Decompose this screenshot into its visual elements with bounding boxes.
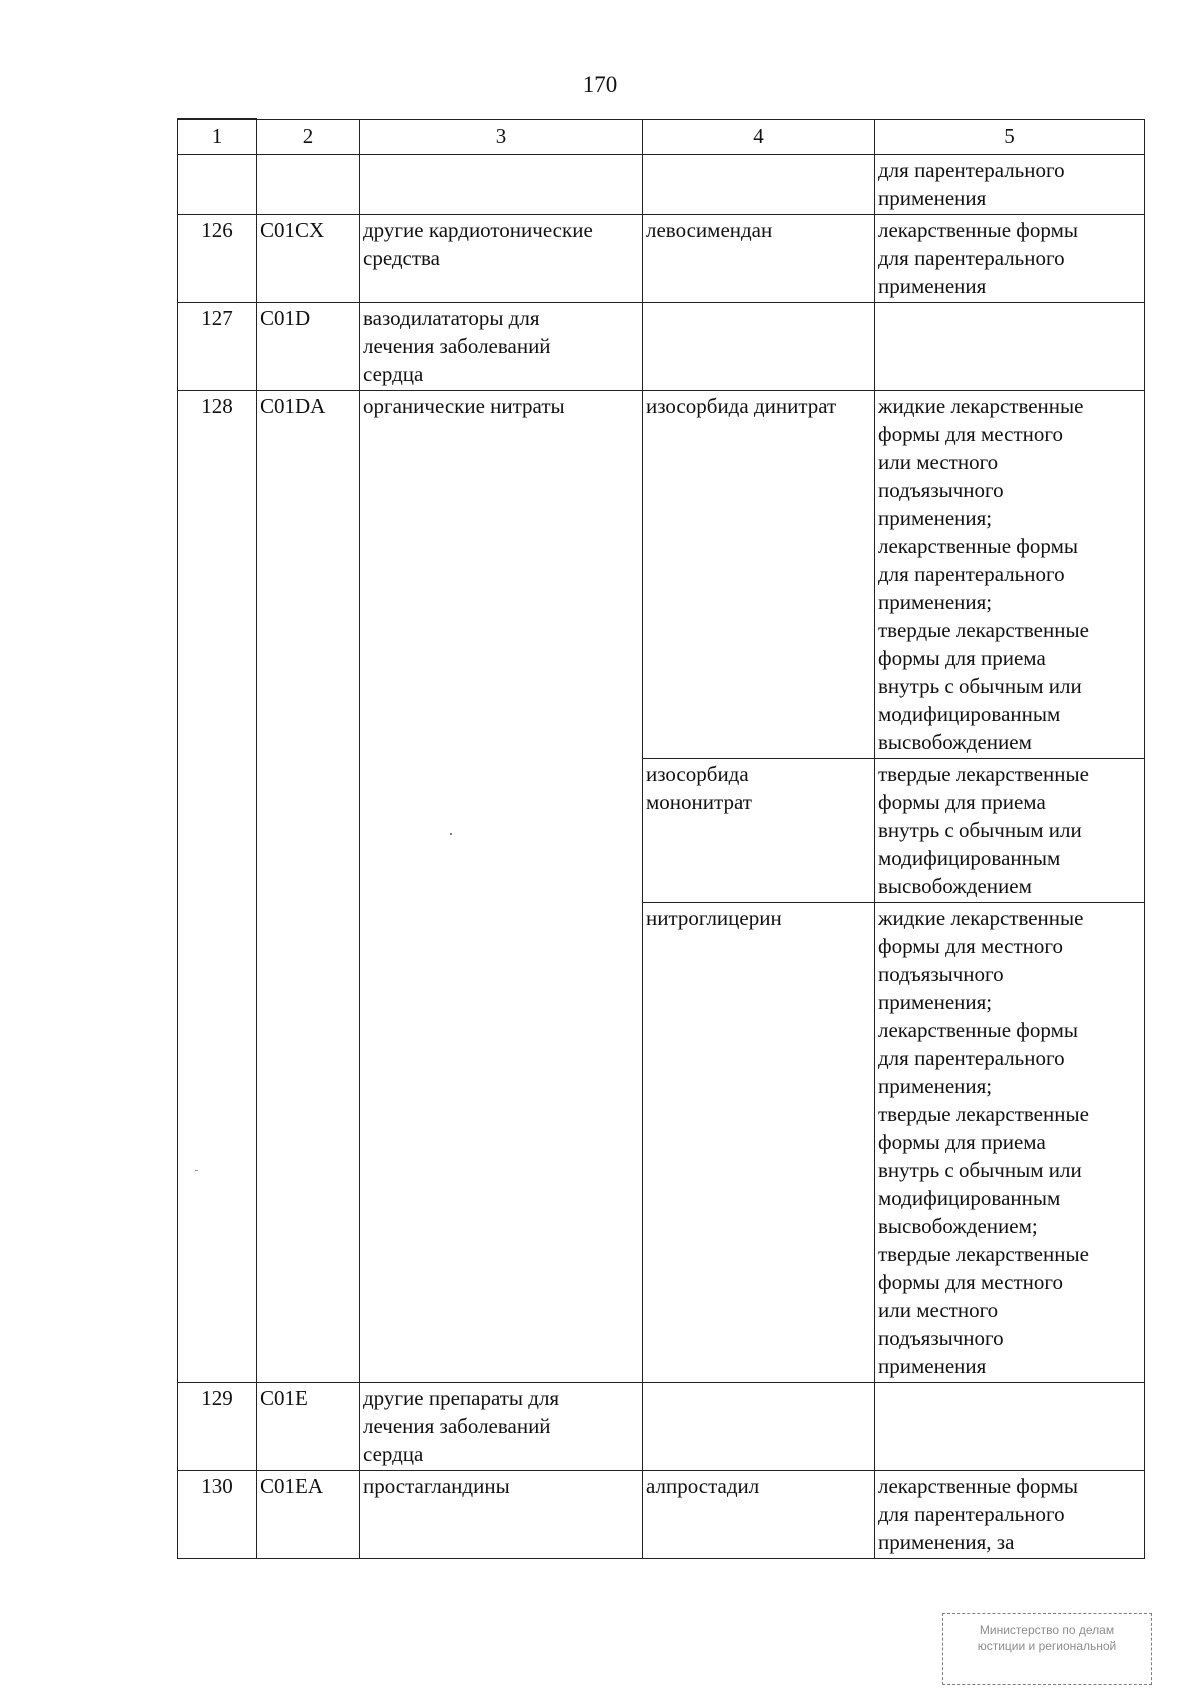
page-number: 170 [582,72,618,97]
stamp-line-2: юстиции и региональной [977,1639,1117,1653]
atc-group: вазодилататоры для лечения заболеваний сердца [360,303,643,391]
scan-edge-mark [195,1170,198,1171]
atc-group: органические нитраты [360,391,643,1383]
stamp-line-1: Министерство по делам [979,1623,1115,1637]
atc-group: другие препараты для лечения заболеваний сердца [360,1383,643,1471]
dosage-form: лекарственные формы для парентерального применения [875,215,1145,303]
drug-name: изосорбида динитрат [643,391,875,759]
table-row-129 [178,1383,1145,1471]
atc-group: другие кардиотонические средства [360,215,643,303]
atc-code: C01EA [257,1471,360,1559]
header-col-3: 3 [360,119,643,155]
header-col-5: 5 [875,119,1145,155]
table-row-continuation [178,155,1145,215]
drug-name [643,155,875,215]
atc-code [257,155,360,215]
drug-name: левосимендан [643,215,875,303]
header-col-1: 1 [178,119,257,155]
dosage-form: для парентерального применения [875,155,1145,215]
row-number: 130 [178,1471,257,1559]
drug-name: изосорбида мононитрат [643,759,875,903]
header-col-4: 4 [643,119,875,155]
registration-stamp [942,1613,1152,1685]
scan-speck [450,833,452,835]
row-number: 128 [178,391,257,1383]
dosage-form: твердые лекарственные формы для приема внутрь с обычным или модифицированным высвобождением [875,759,1145,903]
table-header-row [178,119,1145,155]
dosage-form: жидкие лекарственные формы для местного или местного подъязычного применения; лекарственные формы для парентерального применения; твердые лекарственные формы для приема внутрь с обычным или модифицированным высвобождением [875,391,1145,759]
atc-code: C01DA [257,391,360,1383]
dosage-form [875,303,1145,391]
dosage-form [875,1383,1145,1471]
header-col-2: 2 [257,119,360,155]
atc-group [360,155,643,215]
row-number: 127 [178,303,257,391]
table-row-127 [178,303,1145,391]
row-number: 129 [178,1383,257,1471]
row-number [178,155,257,215]
table-row-126 [178,215,1145,303]
drug-name [643,303,875,391]
atc-code: C01D [257,303,360,391]
dosage-form: жидкие лекарственные формы для местного подъязычного применения; лекарственные формы для парентерального применения; твердые лекарственные формы для приема внутрь с обычным или модифицированным высвобождением; твердые лекарственные формы для местного или местного подъязычного применения [875,903,1145,1383]
drug-list-table [177,118,1145,1559]
atc-code: C01E [257,1383,360,1471]
table-row-130 [178,1471,1145,1559]
drug-name [643,1383,875,1471]
drug-name: алпростадил [643,1471,875,1559]
atc-code: C01CX [257,215,360,303]
row-number: 126 [178,215,257,303]
atc-group: простагландины [360,1471,643,1559]
table-row-128 [178,391,1145,759]
drug-name: нитроглицерин [643,903,875,1383]
dosage-form: лекарственные формы для парентерального применения, за [875,1471,1145,1559]
